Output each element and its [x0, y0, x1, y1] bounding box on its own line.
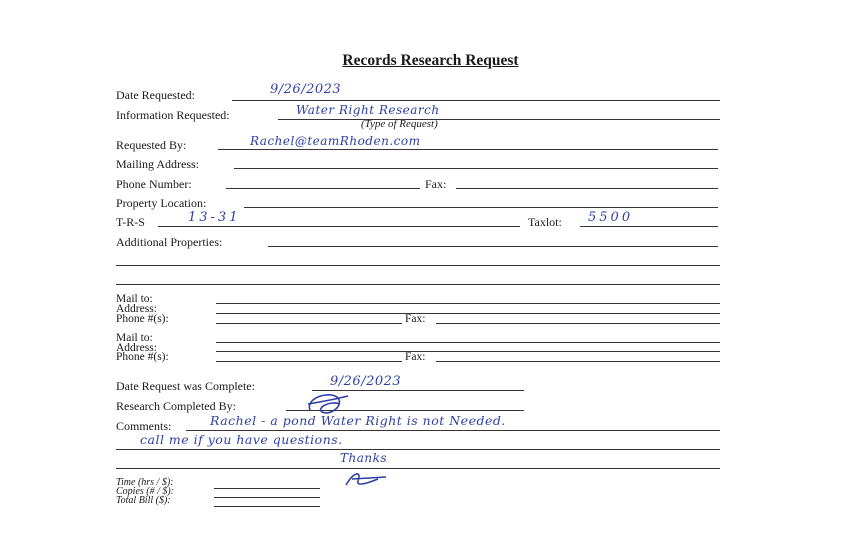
- phone-s-label-2: Phone #(s):: [116, 351, 169, 363]
- trs-label: T-R-S: [116, 215, 145, 229]
- total-bill-line: [214, 506, 320, 507]
- fax-label-2: Fax:: [405, 313, 426, 325]
- comments-line-3: [116, 468, 720, 469]
- comments-text-2: call me if you have questions.: [140, 432, 343, 447]
- copies-line: [214, 497, 320, 498]
- date-requested-label: Date Requested:: [116, 88, 195, 102]
- time-line: [214, 488, 320, 489]
- info-requested-label: Information Requested:: [116, 108, 230, 122]
- fax-line: [456, 188, 718, 189]
- property-location-line: [244, 207, 718, 208]
- requested-by-value: Rachel@teamRhoden.com: [250, 134, 421, 148]
- requested-by-label: Requested By:: [116, 138, 187, 152]
- mailing-address-line: [234, 168, 718, 169]
- info-requested-value: Water Right Research: [296, 103, 440, 117]
- phone-s-line-2: [216, 361, 402, 362]
- comments-label: Comments:: [116, 419, 172, 433]
- comments-line-1: [186, 430, 720, 431]
- taxlot-line: [580, 226, 718, 227]
- date-complete-label: Date Request was Complete:: [116, 379, 255, 393]
- comments-text-1: Rachel - a pond Water Right is not Needed.: [210, 413, 506, 428]
- comments-text-3: Thanks: [340, 451, 388, 465]
- mail-to-label-1: Mail to:: [116, 293, 153, 305]
- address-label-1: Address:: [116, 303, 157, 315]
- taxlot-label: Taxlot:: [528, 215, 562, 229]
- property-location-label: Property Location:: [116, 196, 207, 210]
- taxlot-value: 5500: [588, 210, 634, 225]
- trs-value: 13-31: [188, 210, 241, 225]
- trs-line: [158, 226, 520, 227]
- phone-s-line-1: [216, 323, 402, 324]
- address-label-2: Address:: [116, 342, 157, 354]
- research-completed-label: Research Completed By:: [116, 399, 236, 413]
- mail-to-line-2: [216, 342, 720, 343]
- comments-line-2: [116, 449, 720, 450]
- fax-label-3: Fax:: [405, 351, 426, 363]
- type-of-request-note: (Type of Request): [361, 118, 438, 130]
- total-bill-label: Total Bill ($):: [116, 495, 171, 506]
- info-requested-line: [278, 119, 720, 120]
- address-line-2: [216, 351, 720, 352]
- fax-line-3: [436, 361, 720, 362]
- phone-number-line: [226, 188, 420, 189]
- form-title: Records Research Request: [342, 52, 519, 69]
- time-label: Time (hrs / $):: [116, 477, 174, 488]
- additional-properties-line-3: [116, 284, 720, 285]
- mail-to-label-2: Mail to:: [116, 332, 153, 344]
- mail-to-line-1: [216, 303, 720, 304]
- comments-signature: [340, 467, 400, 491]
- fax-label: Fax:: [425, 177, 447, 191]
- mailing-address-label: Mailing Address:: [116, 157, 199, 171]
- additional-properties-line-1: [268, 246, 718, 247]
- copies-label: Copies (# / $):: [116, 486, 175, 497]
- additional-properties-line-2: [116, 265, 720, 266]
- additional-properties-label: Additional Properties:: [116, 235, 223, 249]
- fax-line-2: [436, 323, 720, 324]
- date-requested-line: [232, 100, 720, 101]
- requested-by-line: [218, 149, 718, 150]
- phone-s-label-1: Phone #(s):: [116, 313, 169, 325]
- phone-number-label: Phone Number:: [116, 177, 192, 191]
- date-requested-value: 9/26/2023: [270, 82, 342, 97]
- date-complete-value: 9/26/2023: [330, 374, 402, 389]
- address-line-1: [216, 313, 720, 314]
